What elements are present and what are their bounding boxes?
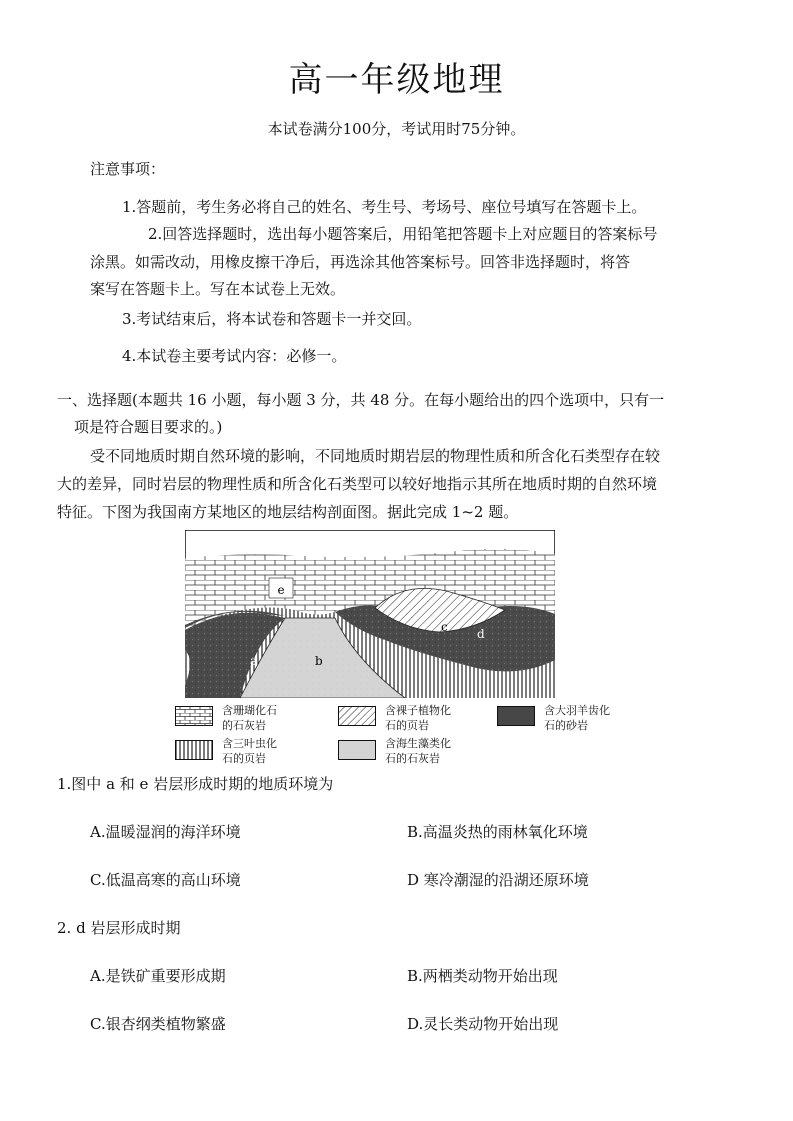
label-c: c xyxy=(441,620,448,634)
section-heading-line-1: 一、选择题(本题共 16 小题，每小题 3 分，共 48 分。在每小题给出的四个选项中，只有一 xyxy=(57,391,665,409)
passage-line-1: 受不同地质时期自然环境的影响，不同地质时期岩层的物理性质和所含化石类型存在较 xyxy=(90,447,661,465)
question-1-option-a: A.温暖湿润的海洋环境 xyxy=(90,823,241,841)
legend-trilobite-line-1: 含三叶虫化 xyxy=(222,737,277,750)
question-2-stem: 2. d 岩层形成时期 xyxy=(57,919,181,937)
question-1-option-d: D 寒冷潮湿的沿湖还原环境 xyxy=(407,871,589,889)
legend-swatch-gymnosperm-shale xyxy=(338,706,376,726)
question-1-stem: 1.图中 a 和 e 岩层形成时期的地质环境为 xyxy=(57,775,334,793)
notice-item-2-line-2: 涂黑。如需改动，用橡皮擦干净后，再选涂其他答案标号。回答非选择题时，将答 xyxy=(90,253,631,271)
question-1-option-b: B.高温炎热的雨林氧化环境 xyxy=(407,823,588,841)
passage-line-3: 特征。下图为我国南方某地区的地层结构剖面图。据此完成 1~2 题。 xyxy=(57,503,519,521)
notice-item-4: 4.本试卷主要考试内容：必修一。 xyxy=(122,347,347,365)
question-2-option-d: D.灵长类动物开始出现 xyxy=(407,1015,559,1033)
notice-item-1: 1.答题前，考生务必将自己的姓名、考生号、考场号、座位号填写在答题卡上。 xyxy=(122,198,647,216)
legend-swatch-feather-sandstone xyxy=(497,706,535,726)
notice-item-2-line-1: 2.回答选择题时，选出每小题答案后，用铅笔把答题卡上对应题目的答案标号 xyxy=(148,225,658,243)
legend-feather-line-1: 含大羽羊齿化 xyxy=(544,704,610,717)
legend-gymnosperm-line-2: 石的页岩 xyxy=(385,719,429,732)
exam-info: 本试卷满分100分，考试用时75分钟。 xyxy=(267,120,526,138)
legend-coral-line-1: 含珊瑚化石 xyxy=(222,704,277,717)
notice-item-2-line-3: 案写在答题卡上。写在本试卷上无效。 xyxy=(90,280,346,298)
legend-algae-line-1: 含海生藻类化 xyxy=(385,737,451,750)
strata-cross-section xyxy=(185,530,555,698)
question-2-option-c: C.银杏纲类植物繁盛 xyxy=(90,1015,226,1033)
label-a: a xyxy=(250,654,258,668)
legend-algae-line-2: 石的石灰岩 xyxy=(385,752,440,765)
passage-line-2: 大的差异，同时岩层的物理性质和所含化石类型可以较好地指示其所在地质时期的自然环境 xyxy=(57,475,658,493)
legend-swatch-coral-limestone xyxy=(175,706,213,726)
legend-swatch-algae-limestone xyxy=(338,740,376,760)
label-d: d xyxy=(477,627,485,641)
notice-item-3: 3.考试结束后，将本试卷和答题卡一并交回。 xyxy=(122,310,422,328)
notice-heading: 注意事项： xyxy=(90,160,166,178)
question-2-option-a: A.是铁矿重要形成期 xyxy=(90,967,226,985)
legend-feather-line-2: 石的砂岩 xyxy=(544,719,588,732)
label-b: b xyxy=(315,654,323,668)
legend-coral-line-2: 的石灰岩 xyxy=(222,719,266,732)
legend-gymnosperm-line-1: 含裸子植物化 xyxy=(385,704,451,717)
question-1-option-c: C.低温高寒的高山环境 xyxy=(90,871,241,889)
label-e: e xyxy=(277,583,285,597)
page-title: 高一年级地理 xyxy=(288,60,505,100)
legend-swatch-trilobite-shale xyxy=(175,740,213,760)
legend-trilobite-line-2: 石的页岩 xyxy=(222,752,266,765)
section-heading-line-2: 项是符合题目要求的。) xyxy=(74,418,223,436)
question-2-option-b: B.两栖类动物开始出现 xyxy=(407,967,558,985)
